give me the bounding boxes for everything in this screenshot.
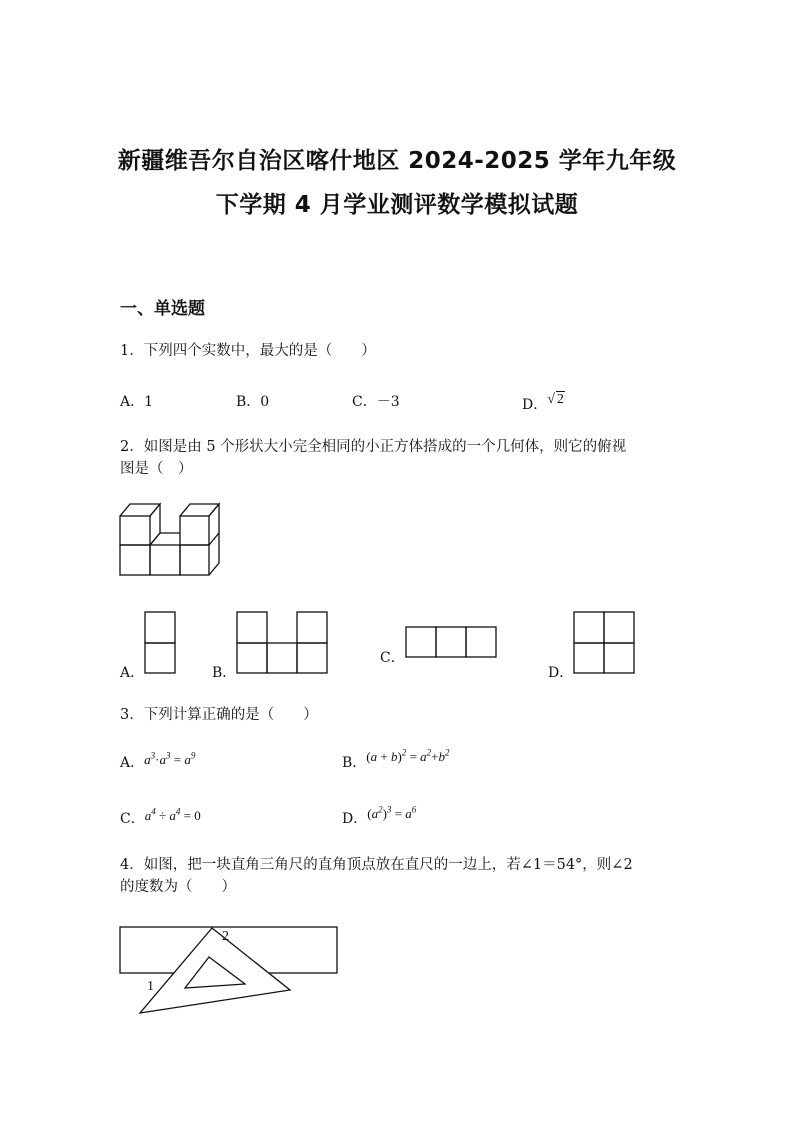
angle-1-label: 1	[147, 979, 154, 994]
page-title-line2: 下学期 4 月学业测评数学模拟试题	[215, 192, 579, 218]
q1-option-a-label: A．	[120, 394, 145, 410]
sqrt-symbol: √ 2	[547, 392, 564, 407]
q1-option-d-value: 2	[556, 392, 564, 407]
angle-2-label: 2	[222, 929, 229, 944]
q1-option-c-value: －3	[376, 394, 400, 410]
section-heading: 一、单选题	[120, 299, 205, 319]
q3-option-d-label: D．	[342, 811, 368, 827]
q2-option-b-label[interactable]: B．	[212, 665, 237, 681]
q1-option-b-value: 0	[260, 394, 270, 410]
q1-option-b-label: B．	[236, 394, 261, 410]
q3-option-c-formula: $a^4 \div a^4 = 0$	[144, 806, 201, 823]
question-4-stem-line1: 4．如图，把一块直角三角尺的直角顶点放在直尺的一边上，若∠1＝54°，则∠2	[120, 857, 633, 873]
question-3-stem: 3．下列计算正确的是（ ）	[120, 707, 318, 723]
question-4-stem-line2: 的度数为（ ）	[120, 879, 236, 895]
q3-option-b-formula: $(a + b)^2 = a^2+b^2$	[366, 747, 450, 764]
q2-option-d-label[interactable]: D．	[548, 665, 574, 681]
question-2-stem-line2: 图是（ ）	[120, 461, 193, 477]
q3-option-a-formula: $a^3\cdot a^3 = a^9$	[144, 750, 196, 767]
q3-option-d-formula: $(a^2)^3 = a^6$	[367, 804, 417, 821]
page-title-line1: 新疆维吾尔自治区喀什地区 2024-2025 学年九年级	[117, 148, 677, 174]
question-2-stem-line1: 2．如图是由 5 个形状大小完全相同的小正方体搭成的一个几何体，则它的俯视	[120, 439, 627, 455]
q3-option-b-label: B．	[342, 755, 367, 771]
question-1-stem: 1．下列四个实数中，最大的是（ ）	[120, 343, 376, 359]
q1-option-d-label: D．	[522, 397, 548, 413]
q3-option-c-label: C．	[120, 811, 145, 827]
q3-option-a-label: A．	[120, 755, 145, 771]
q2-option-a-label[interactable]: A．	[120, 665, 145, 681]
q1-option-c-label: C．	[352, 394, 377, 410]
q2-option-c-label[interactable]: C．	[380, 650, 405, 666]
q1-option-a-value: 1	[144, 394, 154, 410]
